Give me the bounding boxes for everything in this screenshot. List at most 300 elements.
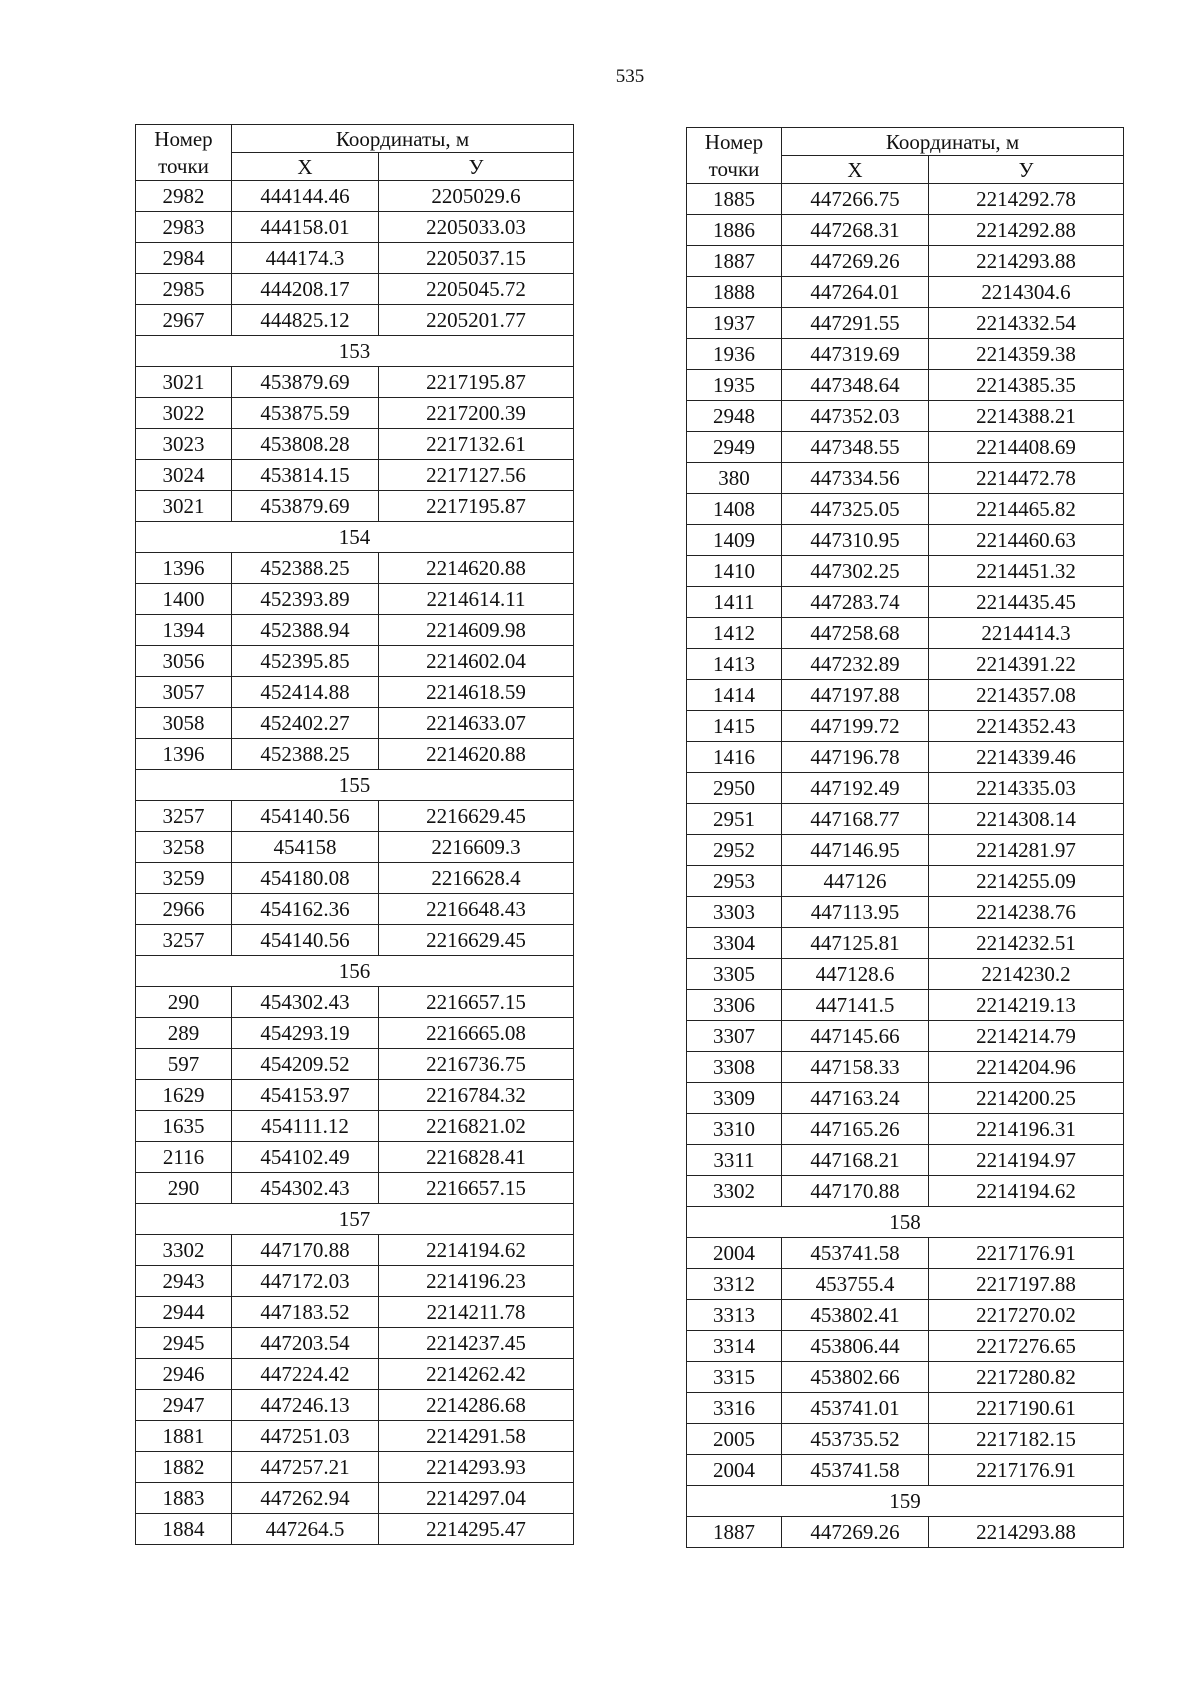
x-coordinate-cell: 447170.88 xyxy=(232,1235,379,1266)
point-number-cell: 3058 xyxy=(136,708,232,739)
point-number-cell: 597 xyxy=(136,1049,232,1080)
y-coordinate-cell: 2214388.21 xyxy=(929,401,1124,432)
y-coordinate-cell: 2214219.13 xyxy=(929,990,1124,1021)
x-coordinate-cell: 447334.56 xyxy=(782,463,929,494)
table-row xyxy=(687,432,1124,463)
x-coordinate-cell: 447141.5 xyxy=(782,990,929,1021)
y-coordinate-cell: 2216629.45 xyxy=(379,801,574,832)
table-row xyxy=(136,1235,574,1266)
point-number-cell: 290 xyxy=(136,987,232,1018)
point-number-cell: 1413 xyxy=(687,649,782,680)
point-number-cell: 3258 xyxy=(136,832,232,863)
point-number-cell: 1886 xyxy=(687,215,782,246)
point-number-cell: 1629 xyxy=(136,1080,232,1111)
point-number-cell: 1937 xyxy=(687,308,782,339)
point-number-cell: 2953 xyxy=(687,866,782,897)
section-number: 155 xyxy=(136,770,574,801)
x-coordinate-cell: 447251.03 xyxy=(232,1421,379,1452)
y-coordinate-cell: 2214230.2 xyxy=(929,959,1124,990)
table-row xyxy=(687,277,1124,308)
y-coordinate-cell: 2214391.22 xyxy=(929,649,1124,680)
y-coordinate-cell: 2214204.96 xyxy=(929,1052,1124,1083)
y-coordinate-cell: 2214214.79 xyxy=(929,1021,1124,1052)
x-coordinate-cell: 447125.81 xyxy=(782,928,929,959)
table-row xyxy=(136,398,574,429)
y-coordinate-cell: 2214633.07 xyxy=(379,708,574,739)
y-coordinate-cell: 2214339.46 xyxy=(929,742,1124,773)
point-number-cell: 1887 xyxy=(687,246,782,277)
x-coordinate-cell: 447168.77 xyxy=(782,804,929,835)
point-number-cell: 1888 xyxy=(687,277,782,308)
x-coordinate-cell: 447158.33 xyxy=(782,1052,929,1083)
section-number: 158 xyxy=(687,1207,1124,1238)
point-number-cell: 3316 xyxy=(687,1393,782,1424)
section-row xyxy=(136,1204,574,1235)
y-coordinate-cell: 2214295.47 xyxy=(379,1514,574,1545)
x-coordinate-cell: 447113.95 xyxy=(782,897,929,928)
table-row xyxy=(687,1424,1124,1455)
section-row xyxy=(687,1207,1124,1238)
x-coordinate-cell: 447172.03 xyxy=(232,1266,379,1297)
y-coordinate-cell: 2205037.15 xyxy=(379,243,574,274)
point-number-cell: 2952 xyxy=(687,835,782,866)
x-coordinate-cell: 453735.52 xyxy=(782,1424,929,1455)
point-number-cell: 2943 xyxy=(136,1266,232,1297)
x-coordinate-cell: 454140.56 xyxy=(232,801,379,832)
point-number-cell: 1414 xyxy=(687,680,782,711)
x-coordinate-cell: 447145.66 xyxy=(782,1021,929,1052)
point-number-cell: 3302 xyxy=(687,1176,782,1207)
table-row xyxy=(136,212,574,243)
table-row xyxy=(687,308,1124,339)
x-coordinate-cell: 452388.94 xyxy=(232,615,379,646)
y-coordinate-cell: 2214359.38 xyxy=(929,339,1124,370)
point-number-cell: 1935 xyxy=(687,370,782,401)
point-number-cell: 1936 xyxy=(687,339,782,370)
x-coordinate-cell: 452388.25 xyxy=(232,739,379,770)
table-row xyxy=(136,708,574,739)
x-coordinate-cell: 447165.26 xyxy=(782,1114,929,1145)
point-number-cell: 1884 xyxy=(136,1514,232,1545)
point-number-cell: 2950 xyxy=(687,773,782,804)
x-coordinate-cell: 447264.01 xyxy=(782,277,929,308)
point-number-cell: 2967 xyxy=(136,305,232,336)
y-coordinate-cell: 2214414.3 xyxy=(929,618,1124,649)
y-coordinate-cell: 2216821.02 xyxy=(379,1111,574,1142)
table-row xyxy=(136,181,574,212)
header-y: У xyxy=(929,156,1124,184)
y-coordinate-cell: 2214292.78 xyxy=(929,184,1124,215)
point-number-cell: 3314 xyxy=(687,1331,782,1362)
y-coordinate-cell: 2214308.14 xyxy=(929,804,1124,835)
x-coordinate-cell: 447203.54 xyxy=(232,1328,379,1359)
y-coordinate-cell: 2214620.88 xyxy=(379,553,574,584)
point-number-cell: 2946 xyxy=(136,1359,232,1390)
x-coordinate-cell: 453808.28 xyxy=(232,429,379,460)
x-coordinate-cell: 447352.03 xyxy=(782,401,929,432)
section-number: 154 xyxy=(136,522,574,553)
table-row xyxy=(687,1021,1124,1052)
x-coordinate-cell: 447232.89 xyxy=(782,649,929,680)
point-number-cell: 3021 xyxy=(136,491,232,522)
x-coordinate-cell: 447246.13 xyxy=(232,1390,379,1421)
y-coordinate-cell: 2217176.91 xyxy=(929,1238,1124,1269)
y-coordinate-cell: 2214352.43 xyxy=(929,711,1124,742)
y-coordinate-cell: 2214293.88 xyxy=(929,246,1124,277)
x-coordinate-cell: 453879.69 xyxy=(232,491,379,522)
table-row xyxy=(136,1421,574,1452)
point-number-cell: 2984 xyxy=(136,243,232,274)
x-coordinate-cell: 453802.41 xyxy=(782,1300,929,1331)
section-number: 153 xyxy=(136,336,574,367)
x-coordinate-cell: 444144.46 xyxy=(232,181,379,212)
x-coordinate-cell: 447258.68 xyxy=(782,618,929,649)
point-number-cell: 3307 xyxy=(687,1021,782,1052)
y-coordinate-cell: 2217190.61 xyxy=(929,1393,1124,1424)
table-row xyxy=(687,835,1124,866)
point-number-cell: 3303 xyxy=(687,897,782,928)
point-number-cell: 1885 xyxy=(687,184,782,215)
table-row xyxy=(687,339,1124,370)
x-coordinate-cell: 453875.59 xyxy=(232,398,379,429)
table-row xyxy=(687,1052,1124,1083)
x-coordinate-cell: 454158 xyxy=(232,832,379,863)
x-coordinate-cell: 447291.55 xyxy=(782,308,929,339)
point-number-cell: 1410 xyxy=(687,556,782,587)
table-row xyxy=(136,832,574,863)
x-coordinate-cell: 452395.85 xyxy=(232,646,379,677)
table-row xyxy=(687,525,1124,556)
point-number-cell: 3056 xyxy=(136,646,232,677)
table-row xyxy=(136,553,574,584)
table-row xyxy=(687,1145,1124,1176)
x-coordinate-cell: 453802.66 xyxy=(782,1362,929,1393)
x-coordinate-cell: 454140.56 xyxy=(232,925,379,956)
y-coordinate-cell: 2214332.54 xyxy=(929,308,1124,339)
table-row xyxy=(136,646,574,677)
point-number-cell: 1408 xyxy=(687,494,782,525)
x-coordinate-cell: 447269.26 xyxy=(782,1517,929,1548)
table-row xyxy=(687,463,1124,494)
y-coordinate-cell: 2217195.87 xyxy=(379,367,574,398)
y-coordinate-cell: 2214297.04 xyxy=(379,1483,574,1514)
y-coordinate-cell: 2216657.15 xyxy=(379,1173,574,1204)
y-coordinate-cell: 2214196.23 xyxy=(379,1266,574,1297)
table-row xyxy=(136,1483,574,1514)
x-coordinate-cell: 454102.49 xyxy=(232,1142,379,1173)
y-coordinate-cell: 2216628.4 xyxy=(379,863,574,894)
table-row xyxy=(136,274,574,305)
y-coordinate-cell: 2205201.77 xyxy=(379,305,574,336)
x-coordinate-cell: 454302.43 xyxy=(232,987,379,1018)
y-coordinate-cell: 2214618.59 xyxy=(379,677,574,708)
x-coordinate-cell: 453741.01 xyxy=(782,1393,929,1424)
point-number-cell: 1396 xyxy=(136,739,232,770)
table-row xyxy=(687,680,1124,711)
y-coordinate-cell: 2216665.08 xyxy=(379,1018,574,1049)
y-coordinate-cell: 2214293.88 xyxy=(929,1517,1124,1548)
y-coordinate-cell: 2214357.08 xyxy=(929,680,1124,711)
table-row xyxy=(687,184,1124,215)
point-number-cell: 3305 xyxy=(687,959,782,990)
x-coordinate-cell: 454153.97 xyxy=(232,1080,379,1111)
point-number-cell: 1881 xyxy=(136,1421,232,1452)
point-number-cell: 1882 xyxy=(136,1452,232,1483)
header-x: X xyxy=(782,156,929,184)
table-row xyxy=(687,711,1124,742)
x-coordinate-cell: 454293.19 xyxy=(232,1018,379,1049)
point-number-cell: 1635 xyxy=(136,1111,232,1142)
point-number-cell: 2985 xyxy=(136,274,232,305)
x-coordinate-cell: 444208.17 xyxy=(232,274,379,305)
table-row xyxy=(136,925,574,956)
x-coordinate-cell: 447268.31 xyxy=(782,215,929,246)
point-number-cell: 2949 xyxy=(687,432,782,463)
point-number-cell: 3257 xyxy=(136,801,232,832)
y-coordinate-cell: 2216828.41 xyxy=(379,1142,574,1173)
point-number-cell: 3304 xyxy=(687,928,782,959)
table-row xyxy=(136,894,574,925)
point-number-cell: 2947 xyxy=(136,1390,232,1421)
table-row xyxy=(136,1266,574,1297)
x-coordinate-cell: 447257.21 xyxy=(232,1452,379,1483)
table-row xyxy=(687,215,1124,246)
x-coordinate-cell: 453814.15 xyxy=(232,460,379,491)
table-row xyxy=(687,649,1124,680)
section-row xyxy=(687,1486,1124,1517)
point-number-cell: 3313 xyxy=(687,1300,782,1331)
section-row xyxy=(136,770,574,801)
y-coordinate-cell: 2214460.63 xyxy=(929,525,1124,556)
table-row xyxy=(136,1297,574,1328)
y-coordinate-cell: 2214196.31 xyxy=(929,1114,1124,1145)
table-row xyxy=(136,677,574,708)
y-coordinate-cell: 2214472.78 xyxy=(929,463,1124,494)
table-row xyxy=(136,1514,574,1545)
x-coordinate-cell: 447348.55 xyxy=(782,432,929,463)
x-coordinate-cell: 447319.69 xyxy=(782,339,929,370)
coordinates-table-left xyxy=(135,124,574,1545)
y-coordinate-cell: 2217176.91 xyxy=(929,1455,1124,1486)
x-coordinate-cell: 454209.52 xyxy=(232,1049,379,1080)
x-coordinate-cell: 453755.4 xyxy=(782,1269,929,1300)
x-coordinate-cell: 453741.58 xyxy=(782,1238,929,1269)
y-coordinate-cell: 2214293.93 xyxy=(379,1452,574,1483)
point-number-cell: 2005 xyxy=(687,1424,782,1455)
table-row xyxy=(687,401,1124,432)
table-row xyxy=(687,1300,1124,1331)
y-coordinate-cell: 2214238.76 xyxy=(929,897,1124,928)
x-coordinate-cell: 444158.01 xyxy=(232,212,379,243)
x-coordinate-cell: 444174.3 xyxy=(232,243,379,274)
table-row xyxy=(687,742,1124,773)
point-number-cell: 3024 xyxy=(136,460,232,491)
y-coordinate-cell: 2205029.6 xyxy=(379,181,574,212)
point-number-cell: 2966 xyxy=(136,894,232,925)
table-row xyxy=(136,801,574,832)
y-coordinate-cell: 2217200.39 xyxy=(379,398,574,429)
y-coordinate-cell: 2216648.43 xyxy=(379,894,574,925)
table-row xyxy=(687,1114,1124,1145)
y-coordinate-cell: 2214194.62 xyxy=(379,1235,574,1266)
point-number-cell: 2116 xyxy=(136,1142,232,1173)
page-number: 535 xyxy=(615,66,645,87)
point-number-cell: 3023 xyxy=(136,429,232,460)
x-coordinate-cell: 447183.52 xyxy=(232,1297,379,1328)
table-row xyxy=(136,1452,574,1483)
point-number-cell: 2945 xyxy=(136,1328,232,1359)
y-coordinate-cell: 2214286.68 xyxy=(379,1390,574,1421)
y-coordinate-cell: 2217127.56 xyxy=(379,460,574,491)
y-coordinate-cell: 2217195.87 xyxy=(379,491,574,522)
point-number-cell: 3022 xyxy=(136,398,232,429)
x-coordinate-cell: 447168.21 xyxy=(782,1145,929,1176)
table-row xyxy=(136,429,574,460)
point-number-cell: 3021 xyxy=(136,367,232,398)
point-number-cell: 1400 xyxy=(136,584,232,615)
y-coordinate-cell: 2214609.98 xyxy=(379,615,574,646)
point-number-cell: 2004 xyxy=(687,1455,782,1486)
point-number-cell: 2004 xyxy=(687,1238,782,1269)
point-number-cell: 1416 xyxy=(687,742,782,773)
point-number-cell: 1396 xyxy=(136,553,232,584)
x-coordinate-cell: 447126 xyxy=(782,866,929,897)
point-number-cell: 3311 xyxy=(687,1145,782,1176)
table-row xyxy=(687,1331,1124,1362)
table-row xyxy=(136,1018,574,1049)
coordinates-table-right xyxy=(686,127,1124,1548)
x-coordinate-cell: 453741.58 xyxy=(782,1455,929,1486)
point-number-cell: 1411 xyxy=(687,587,782,618)
y-coordinate-cell: 2216736.75 xyxy=(379,1049,574,1080)
y-coordinate-cell: 2217276.65 xyxy=(929,1331,1124,1362)
x-coordinate-cell: 452388.25 xyxy=(232,553,379,584)
table-row xyxy=(136,1111,574,1142)
table-row xyxy=(136,1328,574,1359)
y-coordinate-cell: 2214620.88 xyxy=(379,739,574,770)
x-coordinate-cell: 454111.12 xyxy=(232,1111,379,1142)
x-coordinate-cell: 453806.44 xyxy=(782,1331,929,1362)
point-number-cell: 290 xyxy=(136,1173,232,1204)
y-coordinate-cell: 2214200.25 xyxy=(929,1083,1124,1114)
table-row xyxy=(687,587,1124,618)
point-number-cell: 3302 xyxy=(136,1235,232,1266)
table-row xyxy=(136,584,574,615)
table-row xyxy=(136,491,574,522)
point-number-cell: 3306 xyxy=(687,990,782,1021)
y-coordinate-cell: 2214451.32 xyxy=(929,556,1124,587)
y-coordinate-cell: 2214614.11 xyxy=(379,584,574,615)
x-coordinate-cell: 447224.42 xyxy=(232,1359,379,1390)
point-number-cell: 1887 xyxy=(687,1517,782,1548)
table-row xyxy=(687,990,1124,1021)
y-coordinate-cell: 2205033.03 xyxy=(379,212,574,243)
table-row xyxy=(687,618,1124,649)
y-coordinate-cell: 2217280.82 xyxy=(929,1362,1124,1393)
table-row xyxy=(136,1359,574,1390)
table-row xyxy=(136,739,574,770)
table-row xyxy=(136,1142,574,1173)
point-number-cell: 2982 xyxy=(136,181,232,212)
y-coordinate-cell: 2214304.6 xyxy=(929,277,1124,308)
x-coordinate-cell: 447266.75 xyxy=(782,184,929,215)
table-row xyxy=(687,1393,1124,1424)
point-number-cell: 1394 xyxy=(136,615,232,646)
point-number-cell: 380 xyxy=(687,463,782,494)
table-row xyxy=(687,897,1124,928)
x-coordinate-cell: 447128.6 xyxy=(782,959,929,990)
table-row xyxy=(136,243,574,274)
section-row xyxy=(136,956,574,987)
y-coordinate-cell: 2216609.3 xyxy=(379,832,574,863)
table-row xyxy=(136,305,574,336)
header-y: У xyxy=(379,153,574,181)
x-coordinate-cell: 447146.95 xyxy=(782,835,929,866)
table-row xyxy=(687,1176,1124,1207)
y-coordinate-cell: 2216784.32 xyxy=(379,1080,574,1111)
x-coordinate-cell: 454180.08 xyxy=(232,863,379,894)
table-row xyxy=(687,866,1124,897)
table-row xyxy=(687,804,1124,835)
x-coordinate-cell: 454162.36 xyxy=(232,894,379,925)
x-coordinate-cell: 447196.78 xyxy=(782,742,929,773)
point-number-cell: 3315 xyxy=(687,1362,782,1393)
table-row xyxy=(687,494,1124,525)
table-row xyxy=(136,460,574,491)
y-coordinate-cell: 2205045.72 xyxy=(379,274,574,305)
table-row xyxy=(687,1238,1124,1269)
table-row xyxy=(687,773,1124,804)
section-row xyxy=(136,336,574,367)
y-coordinate-cell: 2214385.35 xyxy=(929,370,1124,401)
table-row xyxy=(136,1080,574,1111)
y-coordinate-cell: 2214232.51 xyxy=(929,928,1124,959)
header-coordinates: Координаты, м xyxy=(232,125,574,153)
x-coordinate-cell: 447269.26 xyxy=(782,246,929,277)
y-coordinate-cell: 2217132.61 xyxy=(379,429,574,460)
table-row xyxy=(136,615,574,646)
table-row xyxy=(687,928,1124,959)
table-row xyxy=(687,1362,1124,1393)
table-row xyxy=(687,246,1124,277)
table-row xyxy=(136,863,574,894)
point-number-cell: 2951 xyxy=(687,804,782,835)
table-row xyxy=(687,959,1124,990)
point-number-cell: 3310 xyxy=(687,1114,782,1145)
point-number-cell: 2948 xyxy=(687,401,782,432)
x-coordinate-cell: 452414.88 xyxy=(232,677,379,708)
point-number-cell: 3257 xyxy=(136,925,232,956)
x-coordinate-cell: 447197.88 xyxy=(782,680,929,711)
point-number-cell: 2983 xyxy=(136,212,232,243)
y-coordinate-cell: 2214262.42 xyxy=(379,1359,574,1390)
x-coordinate-cell: 447192.49 xyxy=(782,773,929,804)
x-coordinate-cell: 447163.24 xyxy=(782,1083,929,1114)
table-body xyxy=(687,184,1124,1548)
y-coordinate-cell: 2214211.78 xyxy=(379,1297,574,1328)
x-coordinate-cell: 447283.74 xyxy=(782,587,929,618)
table-row xyxy=(136,1173,574,1204)
y-coordinate-cell: 2214194.97 xyxy=(929,1145,1124,1176)
point-number-cell: 1415 xyxy=(687,711,782,742)
x-coordinate-cell: 452402.27 xyxy=(232,708,379,739)
y-coordinate-cell: 2217270.02 xyxy=(929,1300,1124,1331)
point-number-cell: 3309 xyxy=(687,1083,782,1114)
x-coordinate-cell: 447325.05 xyxy=(782,494,929,525)
y-coordinate-cell: 2214602.04 xyxy=(379,646,574,677)
y-coordinate-cell: 2217182.15 xyxy=(929,1424,1124,1455)
point-number-cell: 3259 xyxy=(136,863,232,894)
